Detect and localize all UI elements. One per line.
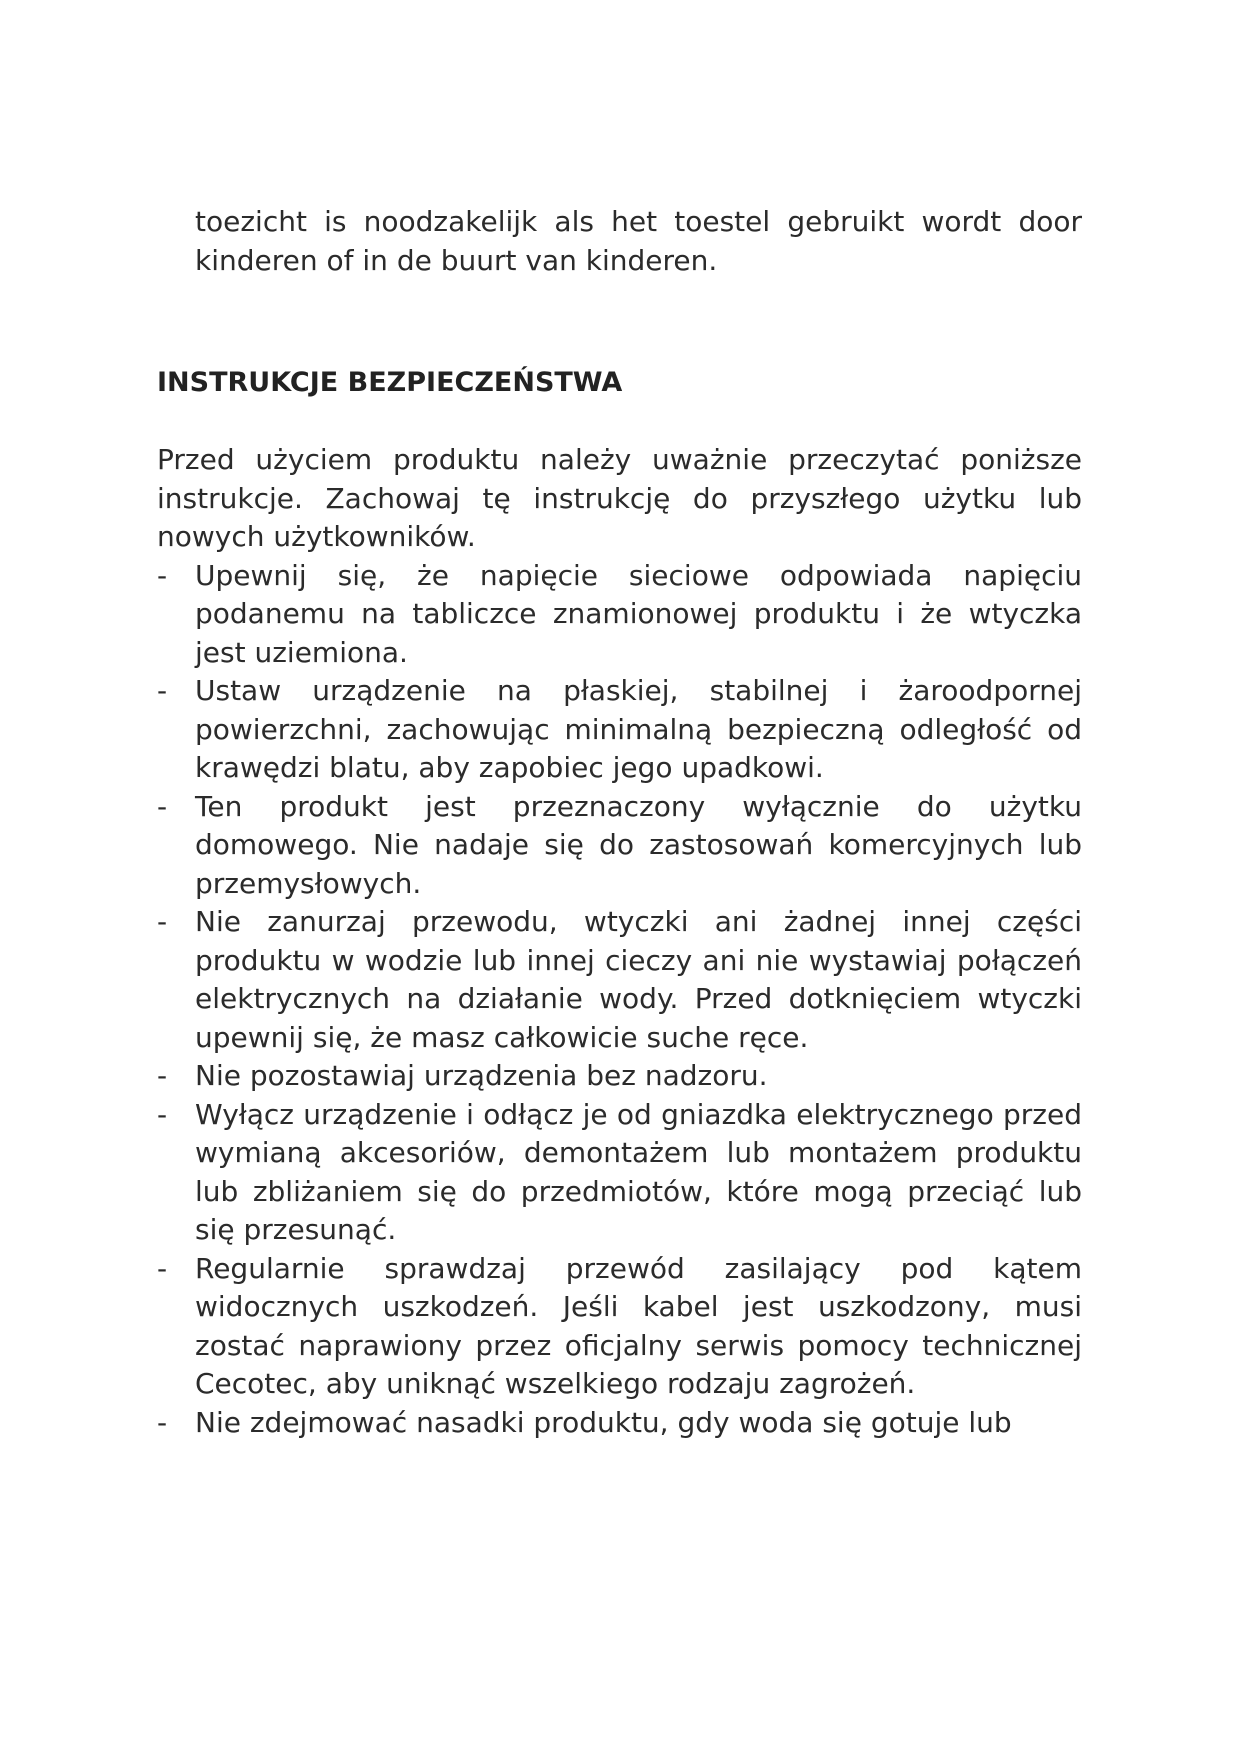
list-item <box>157 1404 1082 1443</box>
list-item <box>157 557 1082 673</box>
list-item-text: Nie zdejmować nasadki produktu, gdy woda się gotuje lub <box>195 1405 1012 1439</box>
list-item <box>157 903 1082 1057</box>
safety-instructions-list <box>157 557 1082 1443</box>
bullet-dash: - <box>157 1097 168 1131</box>
section-heading: INSTRUKCJE BEZPIECZEŃSTWA <box>157 367 623 398</box>
bullet-dash: - <box>157 789 168 823</box>
bullet-dash: - <box>157 674 168 707</box>
bullet-dash: - <box>157 905 168 938</box>
list-item-text: Nie pozostawiaj urządzenia bez nadzoru. <box>195 1059 768 1092</box>
intro-paragraph: Przed użyciem produktu należy uważnie przeczytać poniższe instrukcje. Zachowaj tę instrukcję do przyszłego użytku lub nowych użytkowników. <box>157 443 1082 553</box>
continuation-paragraph: toezicht is noodzakelijk als het toestel gebruikt wordt door kinderen of in de buurt van kinderen. <box>195 205 1082 277</box>
list-item-text: Nie zanurzaj przewodu, wtyczki ani żadnej innej części produktu w wodzie lub innej cieczy ani nie wystawiaj połączeń elektrycznych na działanie wody. Przed dotknięciem wtyczki upewnij się, że masz całkowicie suche ręce. <box>195 905 1082 1054</box>
list-item <box>157 1250 1082 1404</box>
list-item <box>157 788 1082 904</box>
page-content <box>157 203 1082 1442</box>
list-item-text: Regularnie sprawdzaj przewód zasilający pod kątem widocznych uszkodzeń. Jeśli kabel jest uszkodzony, musi zostać naprawiony przez oficjalny serwis pomocy technicznej Cecotec, aby uniknąć wszelkiego rodzaju zagrożeń. <box>195 1251 1082 1400</box>
list-item-text: Wyłącz urządzenie i odłącz je od gniazdka elektrycznego przed wymianą akcesoriów, demontażem lub montażem produktu lub zbliżaniem się do przedmiotów, które mogą przeciąć lub się przesunąć. <box>195 1097 1082 1246</box>
bullet-dash: - <box>157 1059 168 1092</box>
bullet-dash: - <box>157 1251 168 1285</box>
list-item <box>157 1096 1082 1250</box>
bullet-dash: - <box>157 1405 168 1439</box>
list-item-text: Upewnij się, że napięcie sieciowe odpowiada napięciu podanemu na tabliczce znamionowej produktu i że wtyczka jest uziemiona. <box>195 558 1082 669</box>
list-item <box>157 672 1082 788</box>
list-item-text: Ten produkt jest przeznaczony wyłącznie do użytku domowego. Nie nadaje się do zastosowań komercyjnych lub przemysłowych. <box>195 789 1082 900</box>
list-item-text: Ustaw urządzenie na płaskiej, stabilnej i żaroodpornej powierzchni, zachowując minimalną bezpieczną odległość od krawędzi blatu, aby zapobiec jego upadkowi. <box>195 674 1082 784</box>
bullet-dash: - <box>157 558 168 592</box>
list-item <box>157 1057 1082 1096</box>
